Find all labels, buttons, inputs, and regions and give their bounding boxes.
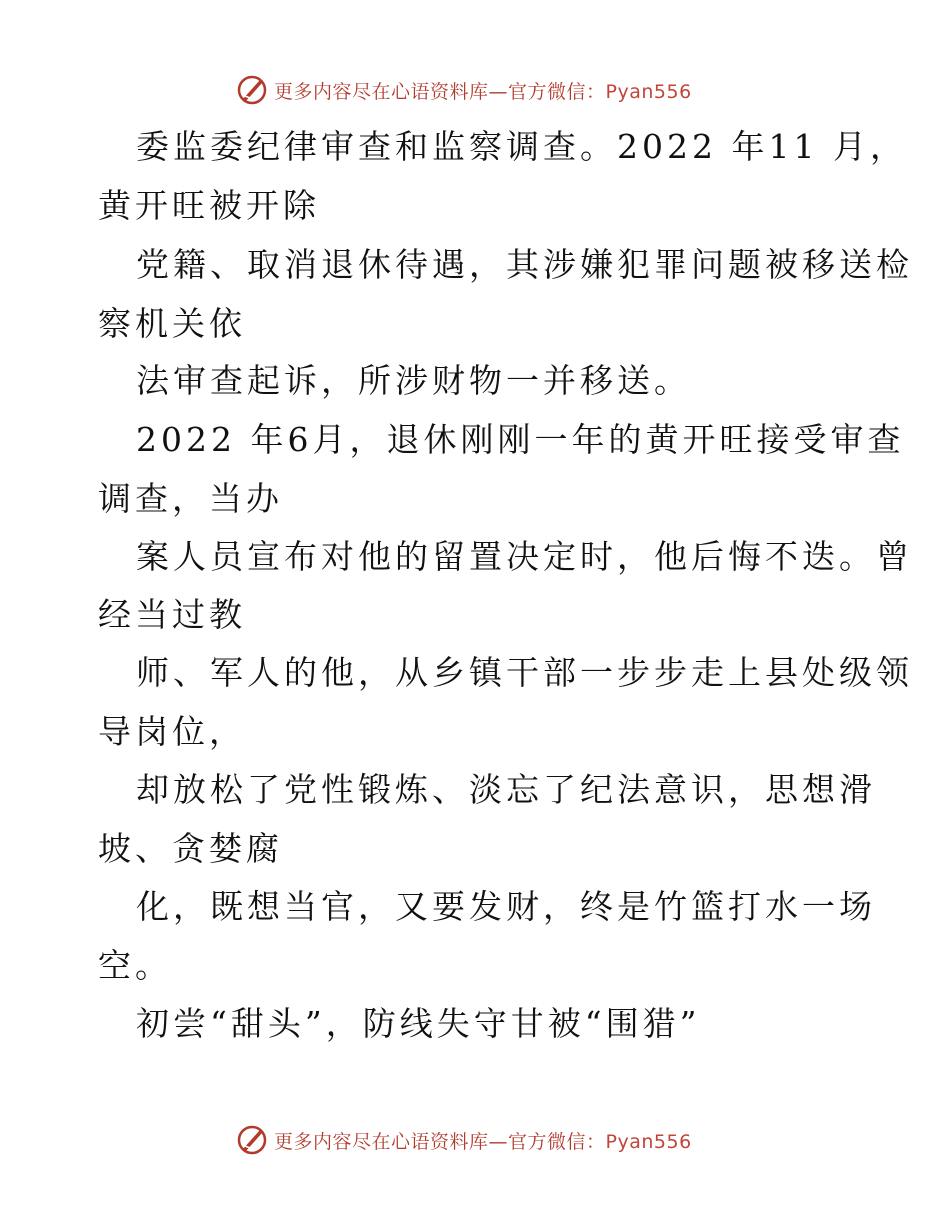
text-line: 经当过教 xyxy=(98,595,246,634)
text-line: 察机关依 xyxy=(98,304,246,343)
text-line: 法审查起诉，所涉财物一并移送。 xyxy=(136,361,691,400)
text-line: 案人员宣布对他的留置决定时，他后悔不迭。曾 xyxy=(136,537,913,576)
text-line: 委监委纪律审查和监察调查。2022 年11 月， xyxy=(136,127,907,166)
watermark-text: 更多内容尽在心语资料库—官方微信：Pyan556 xyxy=(274,80,692,103)
text-line: 却放松了党性锻炼、淡忘了纪法意识，思想滑 xyxy=(136,770,876,809)
text-line: 2022 年6月，退休刚刚一年的黄开旺接受审查 xyxy=(136,420,905,459)
watermark-text: 更多内容尽在心语资料库—官方微信：Pyan556 xyxy=(274,1130,692,1153)
text-line: 导岗位， xyxy=(98,712,246,751)
text-line: 坡、贪婪腐 xyxy=(98,829,283,868)
quill-logo-icon xyxy=(236,1124,268,1156)
text-line: 化，既想当官，又要发财，终是竹篮打水一场 xyxy=(136,887,876,926)
text-line: 黄开旺被开除 xyxy=(98,186,320,225)
text-line: 空。 xyxy=(98,946,172,985)
text-line: 师、军人的他，从乡镇干部一步步走上县处级领 xyxy=(136,653,913,692)
section-heading: 初尝“甜头”，防线失守甘被“围猎” xyxy=(136,1004,701,1043)
text-line: 党籍、取消退休待遇，其涉嫌犯罪问题被移送检 xyxy=(136,245,913,284)
footer-watermark xyxy=(236,1123,692,1157)
text-line: 调查，当办 xyxy=(98,479,283,518)
